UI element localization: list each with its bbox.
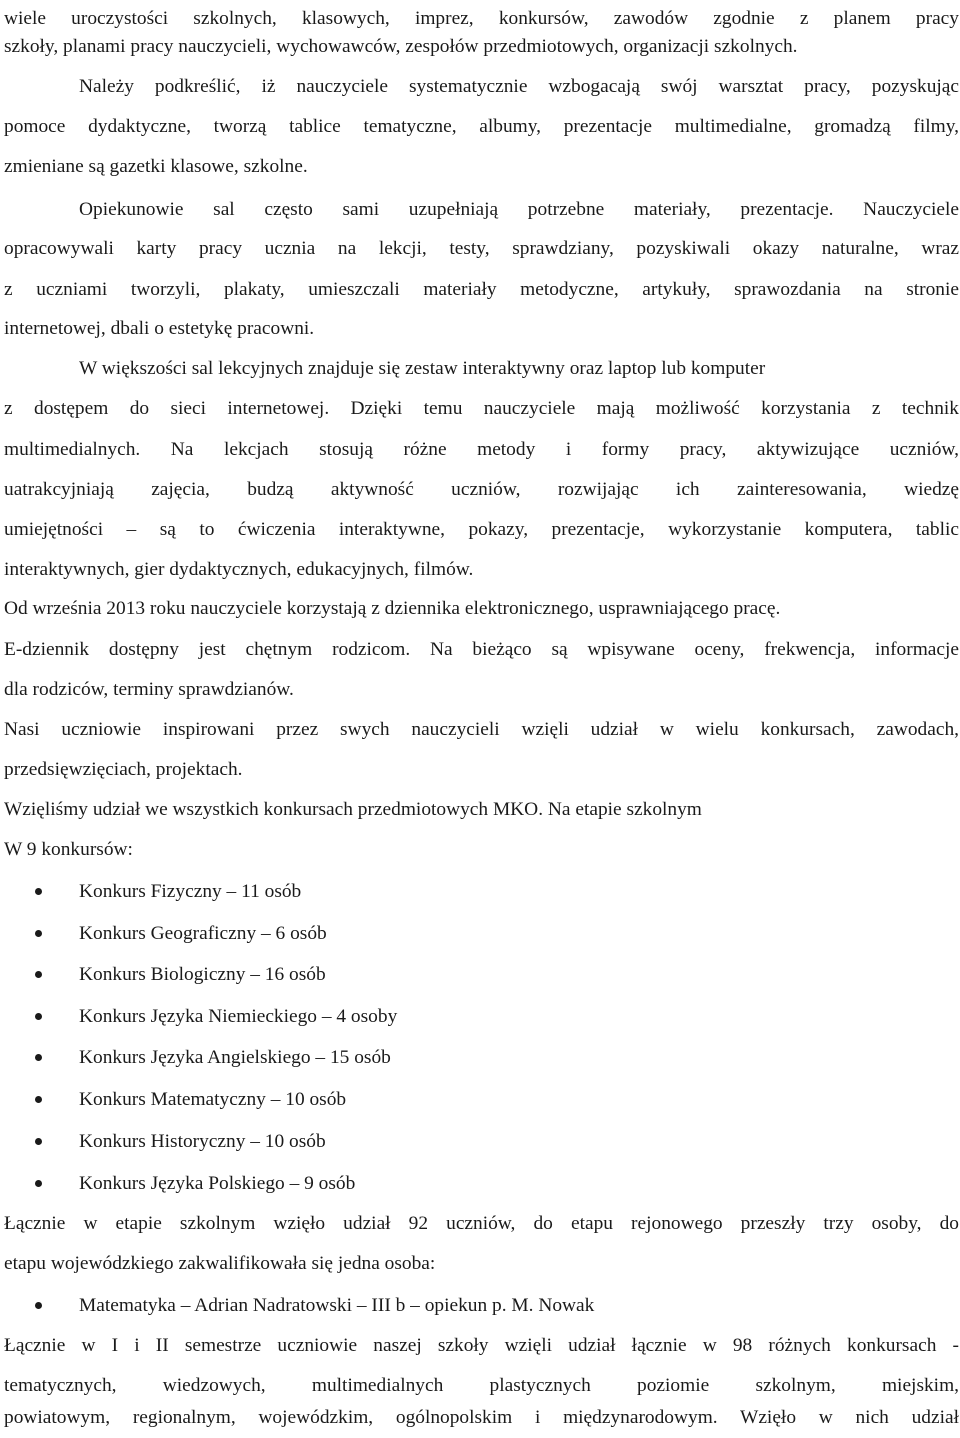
- list-item-text: Konkurs Języka Polskiego – 9 osób: [79, 1173, 356, 1194]
- bullet-icon: [35, 1013, 42, 1020]
- paragraph-line: W 9 konkursów:: [4, 839, 133, 860]
- bullet-icon: [35, 1138, 42, 1145]
- paragraph-line: dla rodziców, terminy sprawdzianów.: [4, 679, 294, 700]
- paragraph-line: Wzięliśmy udział we wszystkich konkursach przedmiotowych MKO. Na etapie szkolnym: [4, 799, 702, 820]
- list-item-text: Konkurs Geograficzny – 6 osób: [79, 923, 327, 944]
- paragraph-line: W większości sal lekcyjnych znajduje się zestaw interaktywny oraz laptop lub komputer: [79, 358, 766, 379]
- paragraph-line: E-dziennik dostępny jest chętnym rodzicom. Na bieżąco są wpisywane oceny, frekwencja, informacje: [4, 639, 959, 660]
- paragraph-line: umiejętności – są to ćwiczenia interaktywne, pokazy, prezentacje, wykorzystanie komputera, tablic: [4, 519, 959, 540]
- bullet-icon: [35, 930, 42, 937]
- bullet-icon: [35, 971, 42, 978]
- list-item-text: Konkurs Historyczny – 10 osób: [79, 1131, 326, 1152]
- paragraph-line: interaktywnych, gier dydaktycznych, edukacyjnych, filmów.: [4, 559, 474, 580]
- bullet-icon: [35, 1096, 42, 1103]
- bullet-icon: [35, 1054, 42, 1061]
- paragraph-line: opracowywali karty pracy ucznia na lekcji, testy, sprawdziany, pozyskiwali okazy naturalne, wraz: [4, 238, 959, 259]
- paragraph-line: tematycznych, wiedzowych, multimedialnych plastycznych poziomie szkolnym, miejskim,: [4, 1375, 959, 1396]
- paragraph-line: Łącznie w etapie szkolnym wzięło udział 92 uczniów, do etapu rejonowego przeszły trzy osoby, do: [4, 1213, 959, 1234]
- paragraph-line: wiele uroczystości szkolnych, klasowych, imprez, konkursów, zawodów zgodnie z planem pracy: [4, 8, 959, 29]
- paragraph-line: Łącznie w I i II semestrze uczniowie naszej szkoły wzięli udział łącznie w 98 różnych konkursach -: [4, 1335, 959, 1356]
- list-item-text: Matematyka – Adrian Nadratowski – III b – opiekun p. M. Nowak: [79, 1295, 595, 1316]
- paragraph-line: przedsięwzięciach, projektach.: [4, 759, 243, 780]
- paragraph-line: Nasi uczniowie inspirowani przez swych nauczycieli wzięli udział w wielu konkursach, zawodach,: [4, 719, 959, 740]
- paragraph-line: Opiekunowie sal często sami uzupełniają potrzebne materiały, prezentacje. Nauczyciele: [79, 199, 959, 220]
- paragraph-line: z dostępem do sieci internetowej. Dzięki temu nauczyciele mają możliwość korzystania z technik: [4, 398, 959, 419]
- paragraph-line: internetowej, dbali o estetykę pracowni.: [4, 318, 315, 339]
- paragraph-line: etapu wojewódzkiego zakwalifikowała się jedna osoba:: [4, 1253, 436, 1274]
- list-item-text: Konkurs Biologiczny – 16 osób: [79, 964, 326, 985]
- bullet-icon: [35, 1302, 42, 1309]
- paragraph-line: pomoce dydaktyczne, tworzą tablice tematyczne, albumy, prezentacje multimedialne, gromadzą filmy,: [4, 116, 959, 137]
- paragraph-line: zmieniane są gazetki klasowe, szkolne.: [4, 156, 308, 177]
- bullet-icon: [35, 888, 42, 895]
- list-item-text: Konkurs Matematyczny – 10 osób: [79, 1089, 347, 1110]
- paragraph-line: z uczniami tworzyli, plakaty, umieszczali materiały metodyczne, artykuły, sprawozdania na stronie: [4, 279, 959, 300]
- paragraph-line: Należy podkreślić, iż nauczyciele systematycznie wzbogacają swój warsztat pracy, pozyskując: [79, 76, 959, 97]
- bullet-icon: [35, 1180, 42, 1187]
- paragraph-line: multimedialnych. Na lekcjach stosują różne metody i formy pracy, aktywizujące uczniów,: [4, 439, 959, 460]
- paragraph-line: Od września 2013 roku nauczyciele korzystają z dziennika elektronicznego, usprawniającego pracę.: [4, 598, 781, 619]
- list-item-text: Konkurs Fizyczny – 11 osób: [79, 881, 302, 902]
- list-item-text: Konkurs Języka Niemieckiego – 4 osoby: [79, 1006, 398, 1027]
- list-item-text: Konkurs Języka Angielskiego – 15 osób: [79, 1047, 391, 1068]
- paragraph-line: powiatowym, regionalnym, wojewódzkim, ogólnopolskim i międzynarodowym. Wzięło w nich udział: [4, 1407, 959, 1428]
- paragraph-line: uatrakcyjniają zajęcia, budzą aktywność uczniów, rozwijając ich zainteresowania, wiedzę: [4, 479, 959, 500]
- paragraph-line: szkoły, planami pracy nauczycieli, wychowawców, zespołów przedmiotowych, organizacji szkolnych.: [4, 36, 798, 57]
